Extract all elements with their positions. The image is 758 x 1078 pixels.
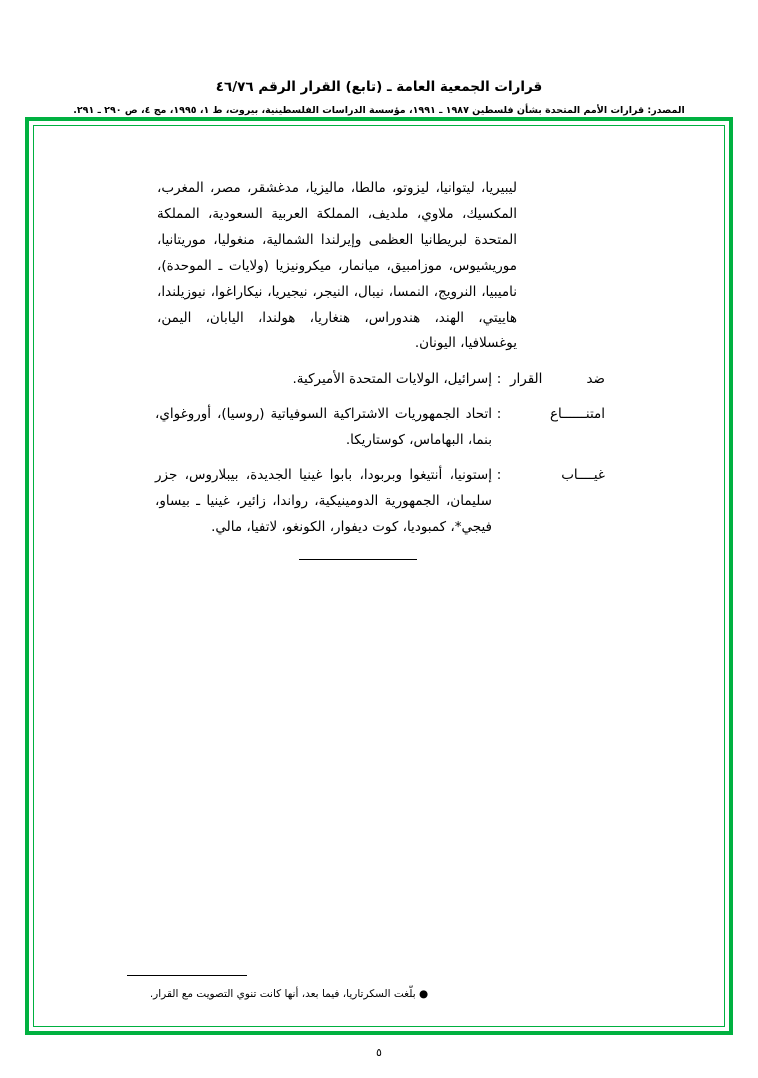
vote-colon: : bbox=[496, 406, 502, 423]
footnote-divider-rule bbox=[127, 975, 247, 976]
green-border-frame bbox=[25, 117, 733, 1035]
vote-label-abstain: امتنــــــاع bbox=[549, 406, 605, 423]
vote-countries-against: إسرائيل، الولايات المتحدة الأميركية. bbox=[292, 371, 492, 388]
vote-breakdown bbox=[155, 367, 605, 540]
vote-colon: : bbox=[496, 467, 502, 484]
vote-row bbox=[155, 463, 605, 541]
vote-colon: : bbox=[496, 371, 502, 388]
page-number: ٥ bbox=[376, 1046, 382, 1059]
vote-label-absent: غيــــاب bbox=[561, 467, 605, 484]
page-title: قرارات الجمعية العامة ـ (تابع) القرار الرقم ٤٦/٧٦ bbox=[215, 79, 543, 95]
section-divider-rule bbox=[299, 559, 417, 560]
document-body bbox=[29, 176, 729, 560]
source-line: المصدر: قرارات الأمم المتحدة بشأن فلسطين ١٩٨٧ ـ ١٩٩١، مؤسسة الدراسات الفلسطينية، بيروت، ط ١، ١٩٩٥، مج ٤، ص ٢٩٠ ـ ٢٩١. bbox=[73, 104, 685, 116]
vote-row bbox=[155, 402, 605, 454]
vote-countries-absent: إستونيا، أنتيغوا وبربودا، بابوا غينيا الجديدة، بيبلاروس، جزر سليمان، الجمهورية الدومينيكية، رواندا، زائير، غينيا ـ بيساو، فيجي*، كمبوديا، كوت ديفوار، الكونغو، لاتفيا، مالي. bbox=[155, 467, 492, 535]
country-list-paragraph: ليبيريا، ليتوانيا، ليزوتو، مالطا، ماليزيا، مدغشقر، مصر، المغرب، المكسيك، ملاوي، ملديف، المملكة العربية السعودية، المملكة المتحدة لبريطانيا العظمى وإيرلندا الشمالية، منغوليا، موريتانيا، موريشيوس، موزامبيق، ميانمار، ميكرونيزيا (ولايات ـ الموحدة)، ناميبيا، النرويج، النمسا، نيبال، النيجر، نيجيريا، نيكاراغوا، نيوزيلندا، هاييتي، الهند، هندوراس، هنغاريا، هولندا، اليابان، اليمن، يوغسلافيا، اليونان. bbox=[157, 180, 517, 352]
vote-label-against: ضد القرار bbox=[510, 371, 605, 388]
footnote-area bbox=[91, 975, 667, 1003]
vote-countries-abstain: اتحاد الجمهوريات الاشتراكية السوفياتية (روسيا)، أوروغواي، بنما، البهاماس، كوستاريكا. bbox=[155, 406, 492, 449]
document-header bbox=[0, 78, 758, 117]
footnote-text: ● بلّغت السكرتاريا، فيما بعد، أنها كانت تنوي التصويت مع القرار. bbox=[149, 988, 429, 1001]
vote-row bbox=[155, 367, 605, 393]
